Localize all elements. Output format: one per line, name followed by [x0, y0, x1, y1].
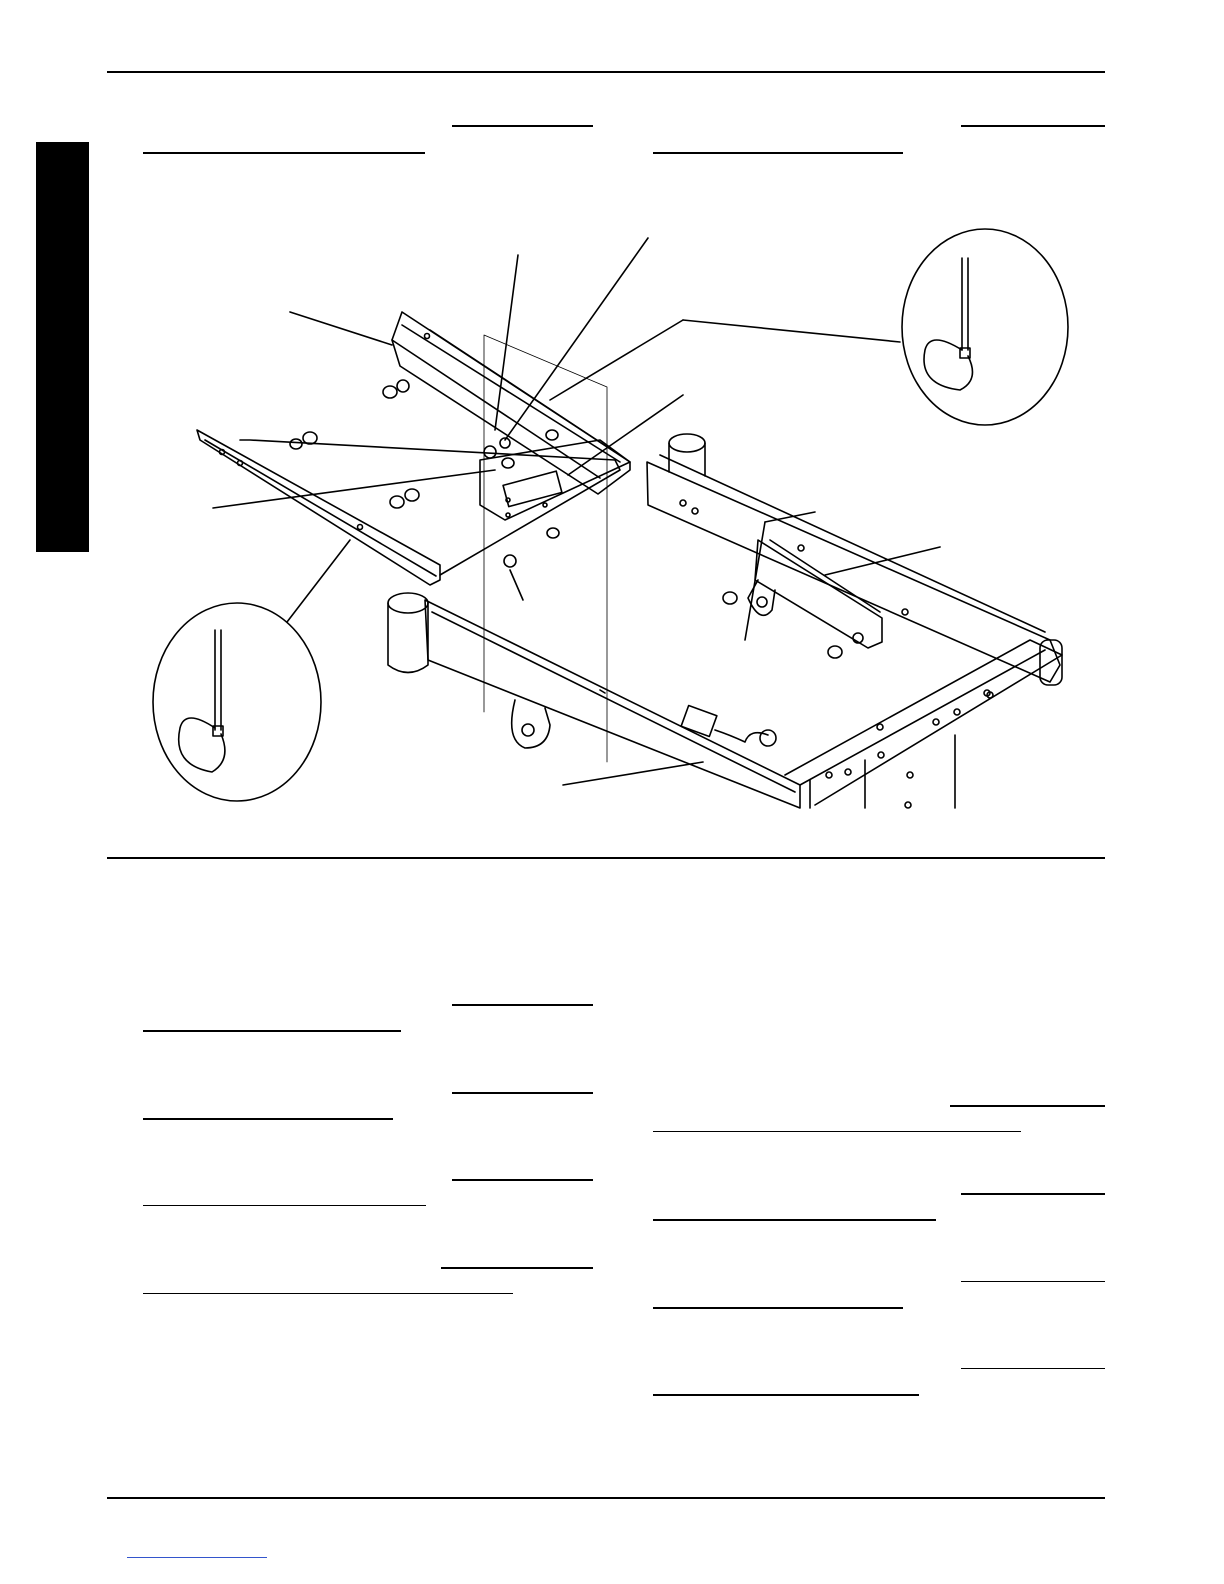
blank-line	[653, 1307, 903, 1309]
blank-line	[961, 125, 1105, 127]
blank-line	[653, 152, 903, 154]
figure-bottom-rule	[107, 857, 1105, 859]
section-tab	[36, 142, 89, 552]
blank-line	[653, 1219, 936, 1221]
blank-line	[452, 1092, 593, 1094]
blank-line	[452, 1004, 593, 1006]
blank-line	[143, 1205, 426, 1206]
blank-line	[950, 1105, 1105, 1107]
blank-line	[653, 1394, 919, 1396]
assembly-diagram	[130, 200, 1090, 820]
header-rule	[107, 71, 1105, 73]
footer-link[interactable]	[127, 1557, 267, 1558]
blank-line	[452, 1179, 593, 1181]
blank-line	[961, 1193, 1105, 1195]
footer-rule	[107, 1497, 1105, 1499]
blank-line	[143, 1118, 393, 1120]
blank-line	[653, 1131, 1021, 1132]
blank-line	[143, 1030, 401, 1032]
blank-line	[961, 1281, 1105, 1282]
blank-line	[452, 125, 593, 127]
blank-line	[143, 1293, 513, 1294]
blank-line	[961, 1368, 1105, 1369]
blank-line	[143, 152, 425, 154]
blank-line	[441, 1267, 593, 1269]
